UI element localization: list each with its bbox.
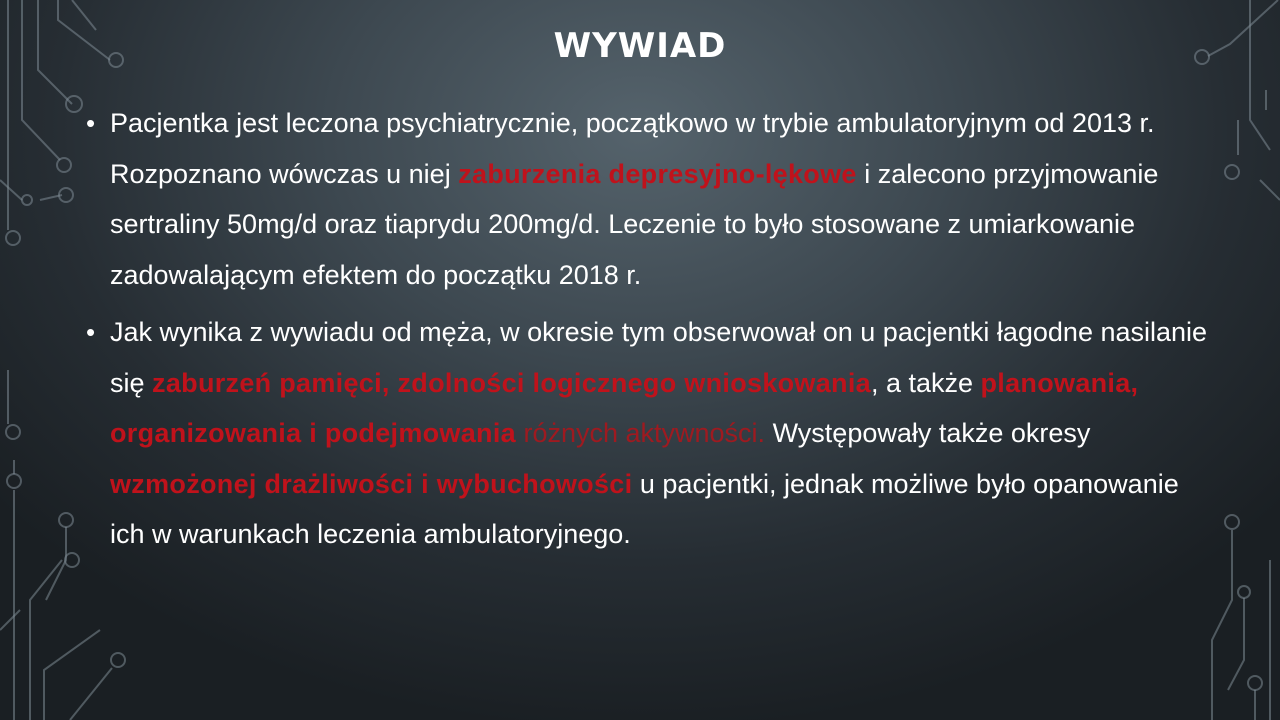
highlighted-diagnosis: zaburzenia depresyjno-lękowe [458, 158, 857, 189]
bullet-text: Występowały także okresy [765, 418, 1091, 448]
bullet-icon: • [86, 317, 96, 347]
bullet-text: Pacjentka jest leczona psychiatrycznie, początkowo w trybie ambulatoryjnym od 2013 r. Rozpoznano wówczas u niej [110, 108, 1155, 189]
bullet-icon: • [86, 108, 96, 138]
bullet-text: , a także [870, 367, 981, 398]
bullet-text: Jak wynika z wywiadu od męża, w okresie tym obserwował on u pacjentki łagodne nasilanie się [110, 317, 1208, 398]
bullet-item [86, 307, 1220, 560]
highlighted-symptom: planowania, organizowania i podejmowania [110, 367, 1139, 448]
highlighted-symptom: wzmożonej drażliwości i wybuchowości [110, 468, 633, 499]
highlighted-symptom: zaburzeń pamięci, zdolności logicznego wnioskowania [152, 367, 871, 398]
bullet-text: i zalecono przyjmowanie sertraliny 50mg/d oraz tiaprydu 200mg/d. Leczenie to było stosowane z umiarkowanie zadowalającym efektem do początku 2018 r. [110, 158, 1159, 290]
bullet-text: u pacjentki, jednak możliwe było opanowanie ich w warunkach leczenia ambulatoryjnego. [110, 468, 1179, 549]
bullet-list [86, 98, 1220, 567]
slide-title: WYWIAD [553, 26, 727, 66]
bullet-item [86, 98, 1220, 300]
highlighted-symptom: różnych aktywności. [523, 418, 766, 448]
